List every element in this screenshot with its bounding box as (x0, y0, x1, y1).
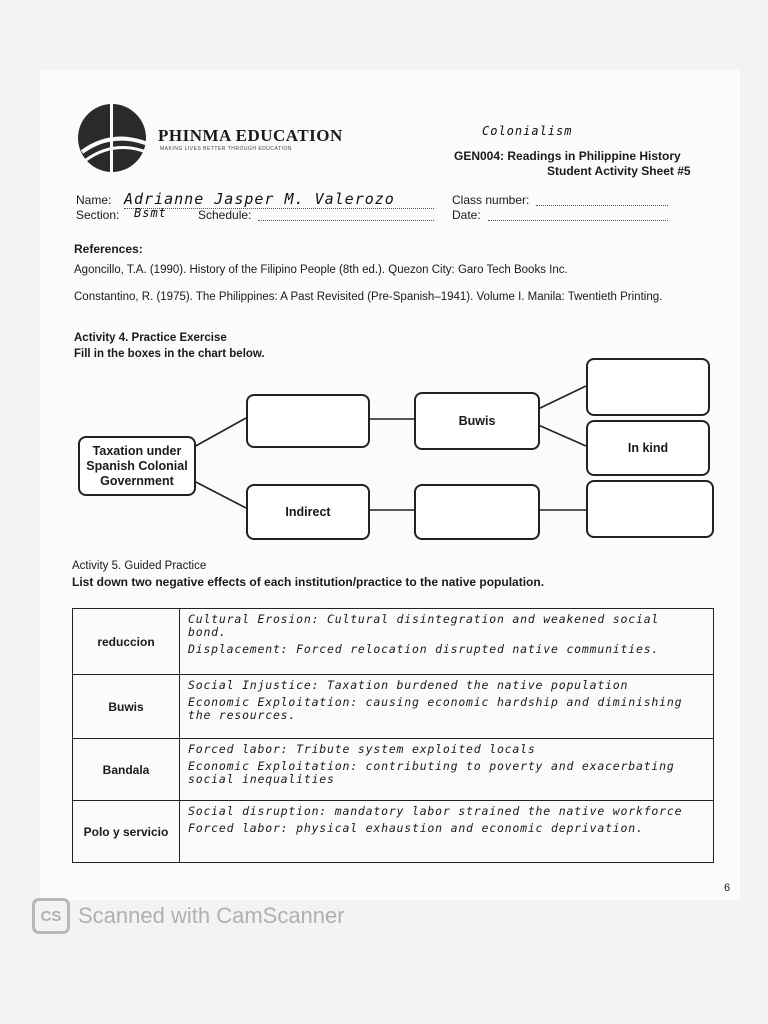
effect-text: Social Injustice: Taxation burdened the native population (188, 678, 629, 692)
chart-buwis-sub-box[interactable] (586, 358, 710, 416)
references-title: References: (74, 242, 143, 256)
chart-indirect-box: Indirect (246, 484, 370, 540)
activity4-instruction: Fill in the boxes in the chart below. (74, 348, 265, 360)
chart-inkind-box: In kind (586, 420, 710, 476)
date-label: Date: (452, 208, 481, 222)
effects-cell[interactable] (180, 801, 714, 863)
chart-indirect-sub-box[interactable] (414, 484, 540, 540)
chart-buwis-box: Buwis (414, 392, 540, 450)
institution-cell: Buwis (73, 675, 180, 739)
section-field[interactable]: Bsmt (134, 206, 167, 220)
effect-text: Cultural Erosion: Cultural disintegration and weakened social bond. (188, 612, 660, 639)
effects-cell[interactable] (180, 739, 714, 801)
chart-root-box: Taxation under Spanish Colonial Government (78, 436, 196, 496)
chart-indirect-right-box[interactable] (586, 480, 714, 538)
class-number-label: Class number: (452, 193, 530, 207)
effect-text: Economic Exploitation: causing economic hardship and diminishing the resources. (188, 695, 683, 722)
page-number: 6 (724, 882, 731, 894)
table-row (73, 739, 714, 801)
reference-item: Constantino, R. (1975). The Philippines: A Past Revisited (Pre-Spanish–1941). Volume I. Manila: Twentieth Printing. (74, 291, 663, 303)
reference-item: Agoncillo, T.A. (1990). History of the Filipino People (8th ed.). Quezon City: Garo Tech Books Inc. (74, 264, 568, 276)
camscanner-watermark (32, 898, 345, 934)
name-label: Name: (76, 193, 112, 207)
chart-direct-box[interactable] (246, 394, 370, 448)
activity4-title: Activity 4. Practice Exercise (74, 332, 227, 344)
connector-root-direct (192, 418, 246, 448)
course-title: GEN004: Readings in Philippine History (454, 149, 681, 163)
section-label: Section: (76, 208, 120, 222)
effects-table (72, 608, 714, 863)
connector-root-indirect (192, 480, 246, 508)
effect-text: Economic Exploitation: contributing to poverty and exacerbating social inequalities (188, 759, 675, 786)
schedule-label: Schedule: (198, 208, 252, 222)
effects-cell[interactable] (180, 609, 714, 675)
topic-handwritten: Colonialism (482, 124, 573, 138)
effects-cell[interactable] (180, 675, 714, 739)
org-tagline: MAKING LIVES BETTER THROUGH EDUCATION (160, 146, 292, 152)
institution-cell: Polo y servicio (73, 801, 180, 863)
effect-text: Forced labor: physical exhaustion and economic deprivation. (188, 821, 644, 835)
table-row (73, 609, 714, 675)
connector-buwis-inkind (536, 424, 586, 446)
activity5-instruction: List down two negative effects of each institution/practice to the native population. (72, 575, 545, 589)
org-name: PHINMA EDUCATION (158, 126, 343, 145)
table-row (73, 801, 714, 863)
camscanner-text: Scanned with CamScanner (78, 903, 345, 928)
institution-cell: reduccion (73, 609, 180, 675)
effect-text: Displacement: Forced relocation disrupted native communities. (188, 642, 660, 656)
camscanner-icon: CS (32, 898, 70, 934)
effect-text: Forced labor: Tribute system exploited locals (188, 742, 536, 756)
connector-buwis-top (536, 386, 586, 410)
table-row (73, 675, 714, 739)
name-field[interactable]: Adrianne Jasper M. Valerozo (124, 190, 434, 209)
sheet-title: Student Activity Sheet #5 (547, 164, 691, 178)
effect-text: Social disruption: mandatory labor strained the native workforce (188, 804, 683, 818)
activity5-title: Activity 5. Guided Practice (72, 560, 207, 572)
institution-cell: Bandala (73, 739, 180, 801)
